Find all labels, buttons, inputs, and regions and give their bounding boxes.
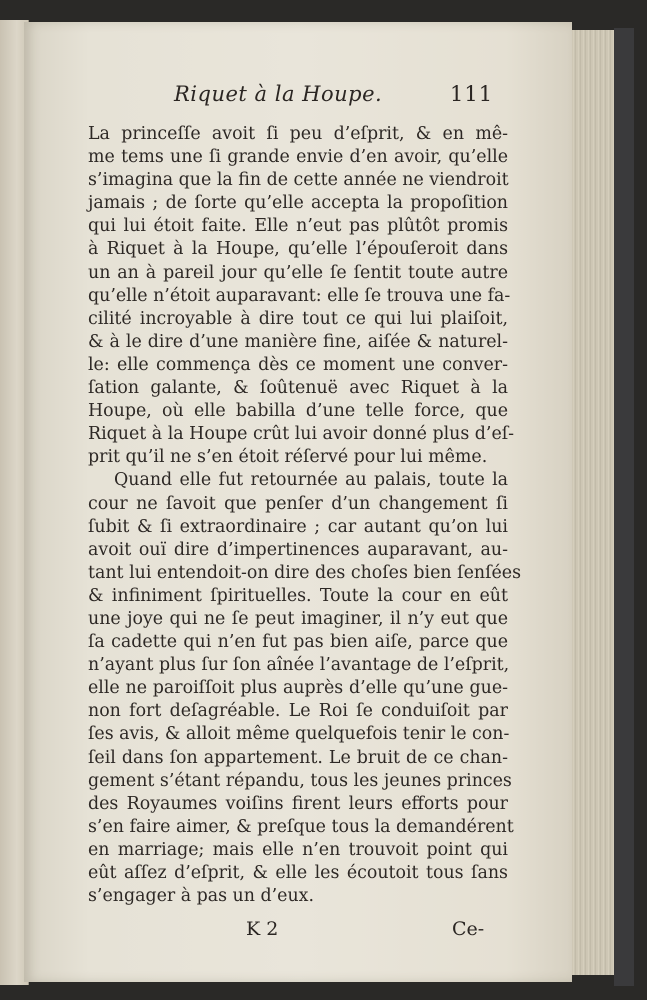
text-line: me tems une ſi grande envie d’en avoir, qu’elle — [88, 147, 508, 168]
page-number: 111 — [450, 82, 494, 106]
book-cover-edge — [614, 28, 634, 986]
text-line: & infiniment ſpirituelles. Toute la cour en eût — [88, 585, 508, 606]
text-line: & à le dire d’une manière fine, aiſée & naturel- — [88, 331, 508, 352]
catchword: Ce- — [452, 918, 485, 940]
text-line: gement s’étant répandu, tous les jeunes princes — [88, 770, 512, 791]
text-line: qui lui étoit faite. Elle n’eut pas plûtôt promis — [88, 216, 508, 237]
text-line: Houpe, où elle babilla d’une telle force, que — [88, 401, 508, 422]
text-line: ſeil dans ſon appartement. Le bruit de ce chan- — [88, 747, 508, 768]
text-line: tant lui entendoit-on dire des choſes bien ſenſées — [88, 562, 522, 583]
text-line: elle ne paroiſſoit plus auprès d’elle qu’une gue- — [88, 678, 508, 699]
text-line: qu’elle n’étoit auparavant: elle ſe trouva une fa- — [88, 285, 511, 306]
book-page — [24, 22, 572, 982]
text-line: s’imagina que la fin de cette année ne viendroit — [88, 170, 509, 191]
page-block-edges — [566, 30, 617, 975]
page-footer — [24, 918, 572, 946]
text-line: un an à pareil jour qu’elle ſe ſentit toute autre — [88, 262, 508, 283]
text-line: s’en faire aimer, & preſque tous la demandérent — [88, 816, 514, 837]
text-line: ſes avis, & alloit même quelquefois tenir le con- — [88, 724, 510, 745]
text-line: La princeſſe avoit ſi peu d’eſprit, & en mê- — [88, 124, 508, 144]
text-line: une joye qui ne ſe peut imaginer, il n’y eut que — [88, 608, 508, 629]
text-line: Riquet à la Houpe crût lui avoir donné plus d’eſ- — [88, 424, 515, 445]
text-line: en marriage; mais elle n’en trouvoit point qui — [88, 839, 508, 860]
text-line: des Royaumes voiſins firent leurs efforts pour — [88, 793, 508, 814]
text-line: ſa cadette qui n’en fut pas bien aiſe, parce que — [88, 632, 508, 653]
text-line: ſubit & ſi extraordinaire ; car autant qu’on lui — [88, 516, 508, 537]
text-line: s’engager à pas un d’eux. — [88, 886, 314, 907]
text-line: avoit ouï dire d’impertinences auparavant, au- — [88, 539, 508, 560]
text-line: à Riquet à la Houpe, qu’elle l’épouſeroit dans — [88, 239, 508, 260]
text-line: prit qu’il ne s’en étoit réſervé pour lui même. — [88, 447, 488, 468]
text-line: non fort deſagréable. Le Roi ſe conduiſoit par — [88, 701, 508, 722]
text-line: le: elle commença dès ce moment une conver- — [88, 354, 508, 375]
body-text — [88, 123, 522, 908]
running-title: Riquet à la Houpe. — [174, 82, 383, 106]
text-line: cour ne ſavoit que penſer d’un changement ſi — [88, 493, 508, 514]
text-line: n’ayant plus ſur ſon aînée l’avantage de l’eſprit, — [88, 655, 510, 676]
text-line: jamais ; de ſorte qu’elle accepta la propoſition — [88, 193, 508, 214]
text-line: cilité incroyable à dire tout ce qui lui plaiſoit, — [88, 308, 508, 329]
text-line: Quand elle fut retournée au palais, toute la — [114, 470, 508, 491]
text-line: eût aſſez d’eſprit, & elle les écoutoit tous ſans — [88, 863, 508, 883]
text-line: ſation galante, & ſoûtenuë avec Riquet à la — [88, 378, 508, 399]
page-header — [24, 82, 572, 116]
signature-mark: K 2 — [246, 918, 279, 940]
